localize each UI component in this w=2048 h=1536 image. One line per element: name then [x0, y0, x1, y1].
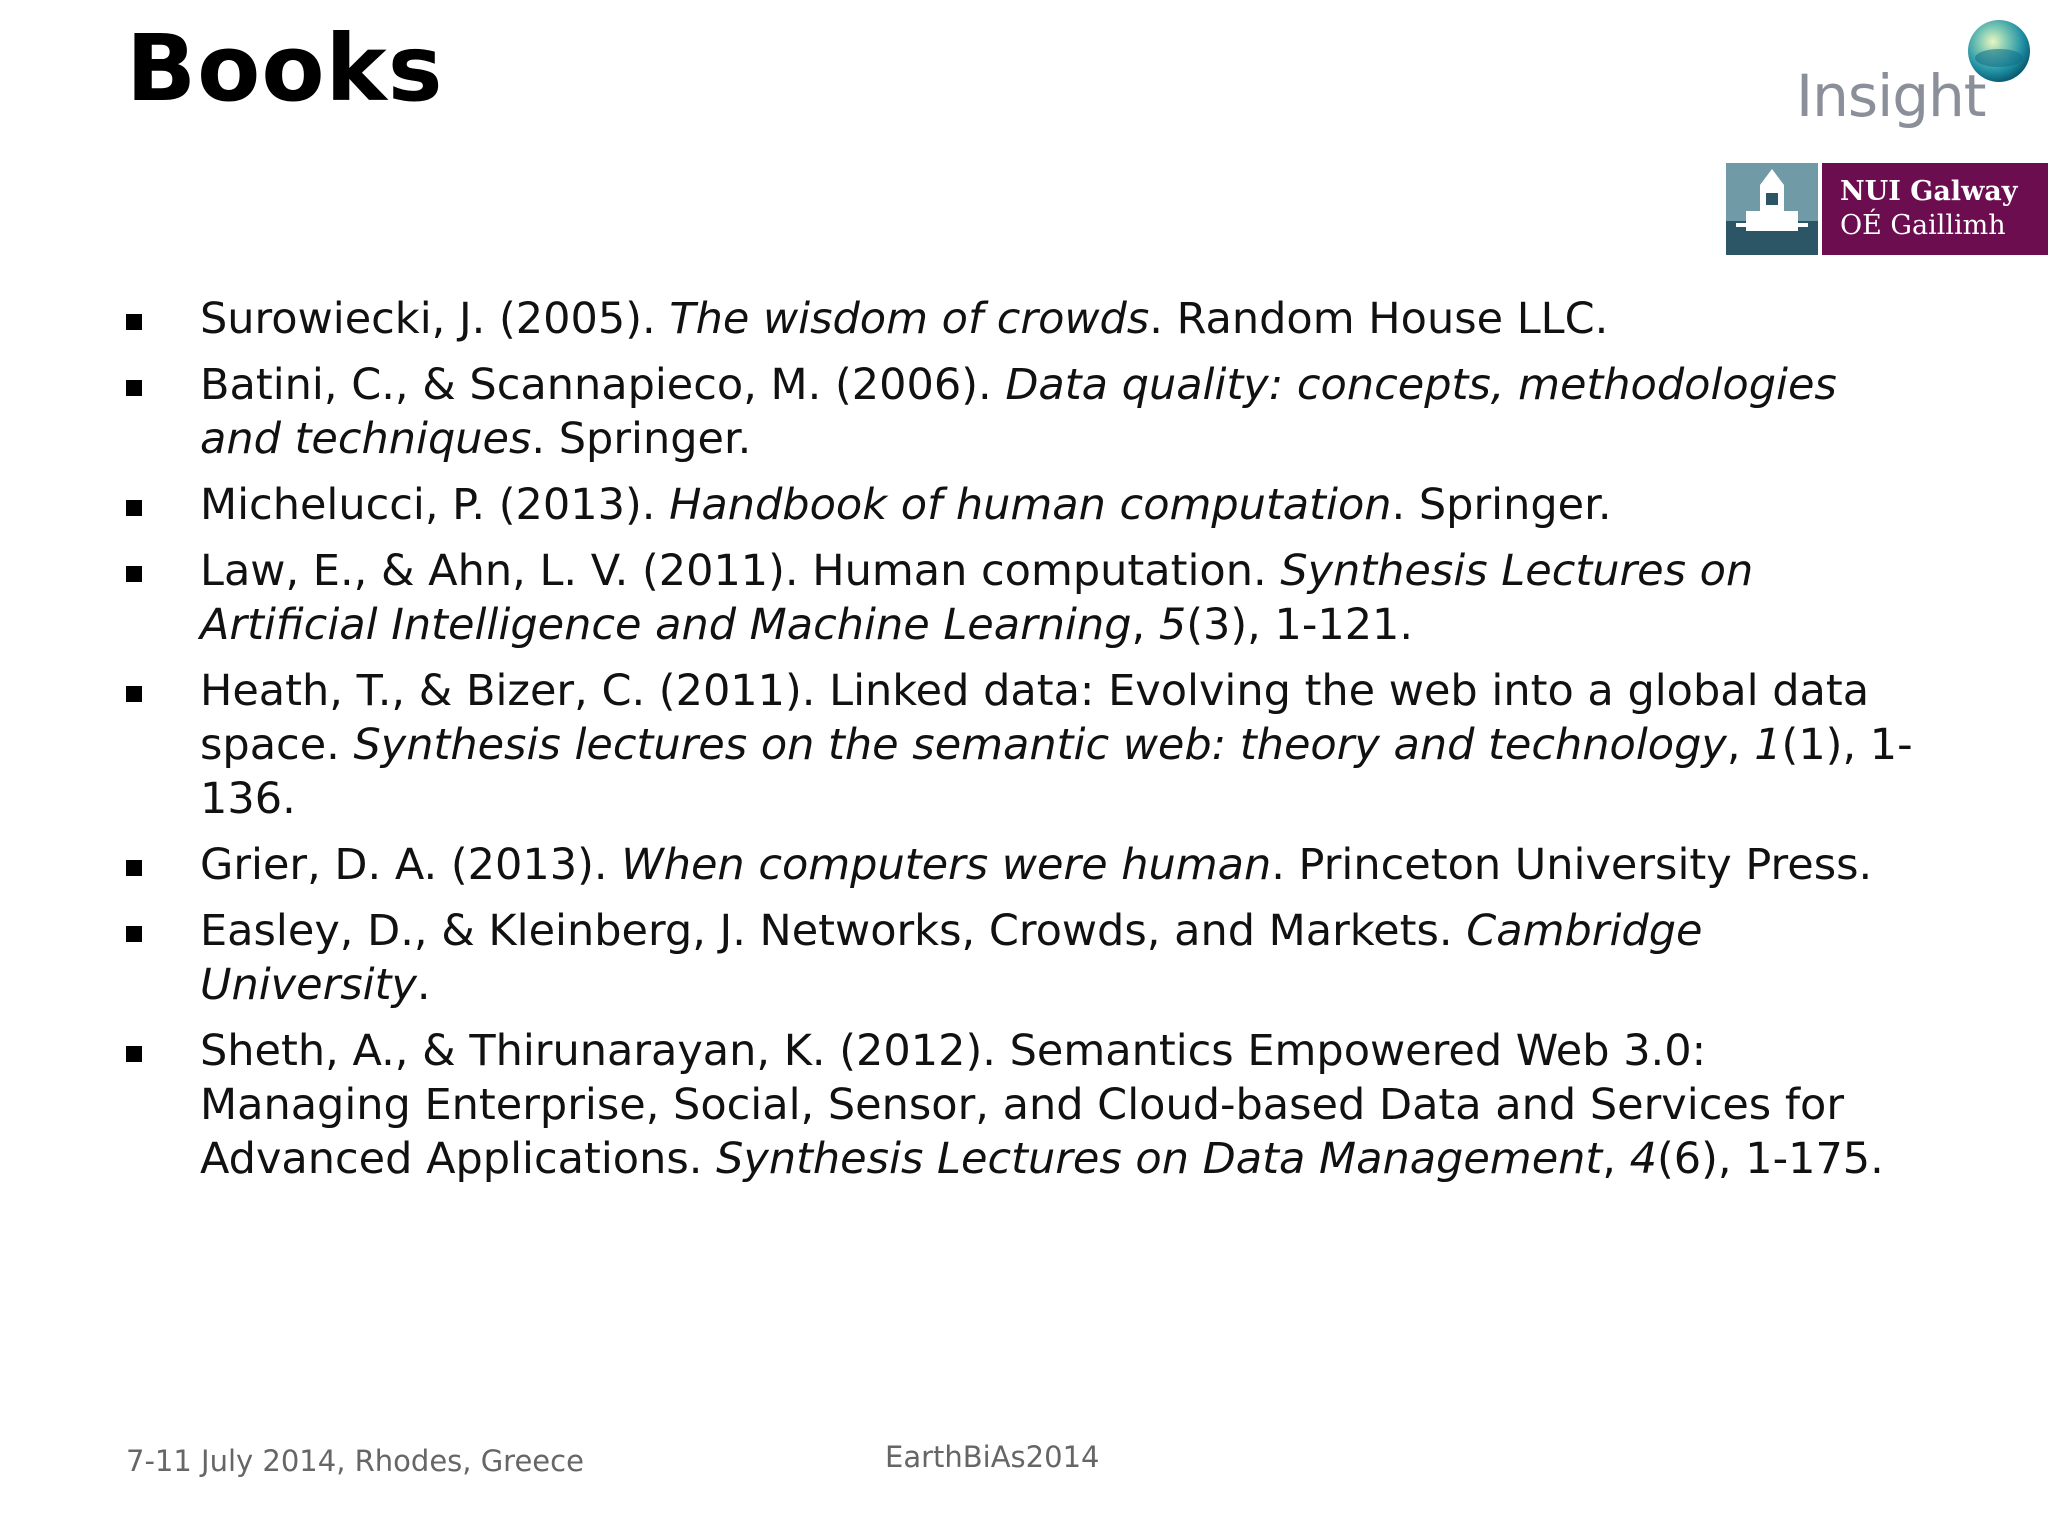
reference-text: Heath, T., & Bizer, C. (2011). Linked data: Evolving the web into a global data space. — [200, 666, 1870, 770]
reference-volume: 4 — [1629, 1134, 1657, 1184]
nui-galway-name: NUI Galway — [1840, 176, 2018, 208]
reference-text: (3), 1-121. — [1186, 600, 1414, 650]
reference-text: Surowiecki, J. (2005). — [200, 294, 670, 344]
reference-title: Synthesis Lectures on Artificial Intelligence and Machine Learning — [200, 546, 1754, 650]
nui-galway-logo — [1726, 163, 2048, 255]
bullet-icon — [126, 686, 142, 702]
list-item — [126, 544, 1926, 652]
reference-volume: 5 — [1158, 600, 1187, 650]
slide-title: Books — [126, 15, 444, 122]
footer-event-name: EarthBiAs2014 — [885, 1440, 1100, 1474]
reference-title: Cambridge University — [200, 906, 1703, 1010]
bullet-icon — [126, 500, 142, 516]
reference-text: Law, E., & Ahn, L. V. (2011). Human computation. — [200, 546, 1281, 596]
university-tower-icon — [1726, 163, 1818, 255]
nui-galway-irish-name: OÉ Gaillimh — [1840, 210, 2006, 241]
bullet-icon — [126, 314, 142, 330]
list-item — [126, 1024, 1926, 1186]
reference-list — [126, 292, 1926, 1198]
reference-text: (1), 1-136. — [200, 720, 1913, 824]
reference-title: When computers were human — [621, 840, 1272, 890]
bullet-icon — [126, 1046, 142, 1062]
reference-text: , — [1602, 1134, 1630, 1184]
reference-text: . — [416, 960, 431, 1010]
reference-text: , — [1726, 720, 1755, 770]
list-item — [126, 838, 1926, 892]
list-item — [126, 664, 1926, 826]
bullet-icon — [126, 926, 142, 942]
reference-title: Data quality: concepts, methodologies and techniques — [200, 360, 1837, 464]
reference-text: . Princeton University Press. — [1271, 840, 1873, 890]
bullet-icon — [126, 860, 142, 876]
reference-text: (6), 1-175. — [1656, 1134, 1884, 1184]
bullet-icon — [126, 566, 142, 582]
reference-text: Easley, D., & Kleinberg, J. Networks, Crowds, and Markets. — [200, 906, 1467, 956]
reference-text: Michelucci, P. (2013). — [200, 480, 670, 530]
reference-text: Sheth, A., & Thirunarayan, K. (2012). Semantics Empowered Web 3.0: Managing Enterprise, Social, Sensor, and Cloud-based Data and Services for Advanced Applications. — [200, 1026, 1844, 1184]
reference-text: . Springer. — [1391, 480, 1612, 530]
reference-text: . Springer. — [531, 414, 752, 464]
reference-text: Grier, D. A. (2013). — [200, 840, 622, 890]
footer-date-location: 7-11 July 2014, Rhodes, Greece — [126, 1444, 584, 1478]
list-item — [126, 292, 1926, 346]
reference-title: Handbook of human computation — [669, 480, 1392, 530]
reference-title: Synthesis lectures on the semantic web: theory and technology — [353, 720, 1727, 770]
reference-volume: 1 — [1754, 720, 1782, 770]
reference-text: Batini, C., & Scannapieco, M. (2006). — [200, 360, 1006, 410]
reference-title: The wisdom of crowds — [669, 294, 1150, 344]
list-item — [126, 358, 1926, 466]
bullet-icon — [126, 380, 142, 396]
list-item — [126, 478, 1926, 532]
reference-text: . Random House LLC. — [1149, 294, 1609, 344]
list-item — [126, 904, 1926, 1012]
insight-logo — [1796, 18, 2036, 138]
insight-wordmark: Insight — [1796, 62, 1986, 130]
reference-title: Synthesis Lectures on Data Management — [716, 1134, 1603, 1184]
reference-text: , — [1131, 600, 1159, 650]
nui-galway-band — [1822, 163, 2048, 255]
